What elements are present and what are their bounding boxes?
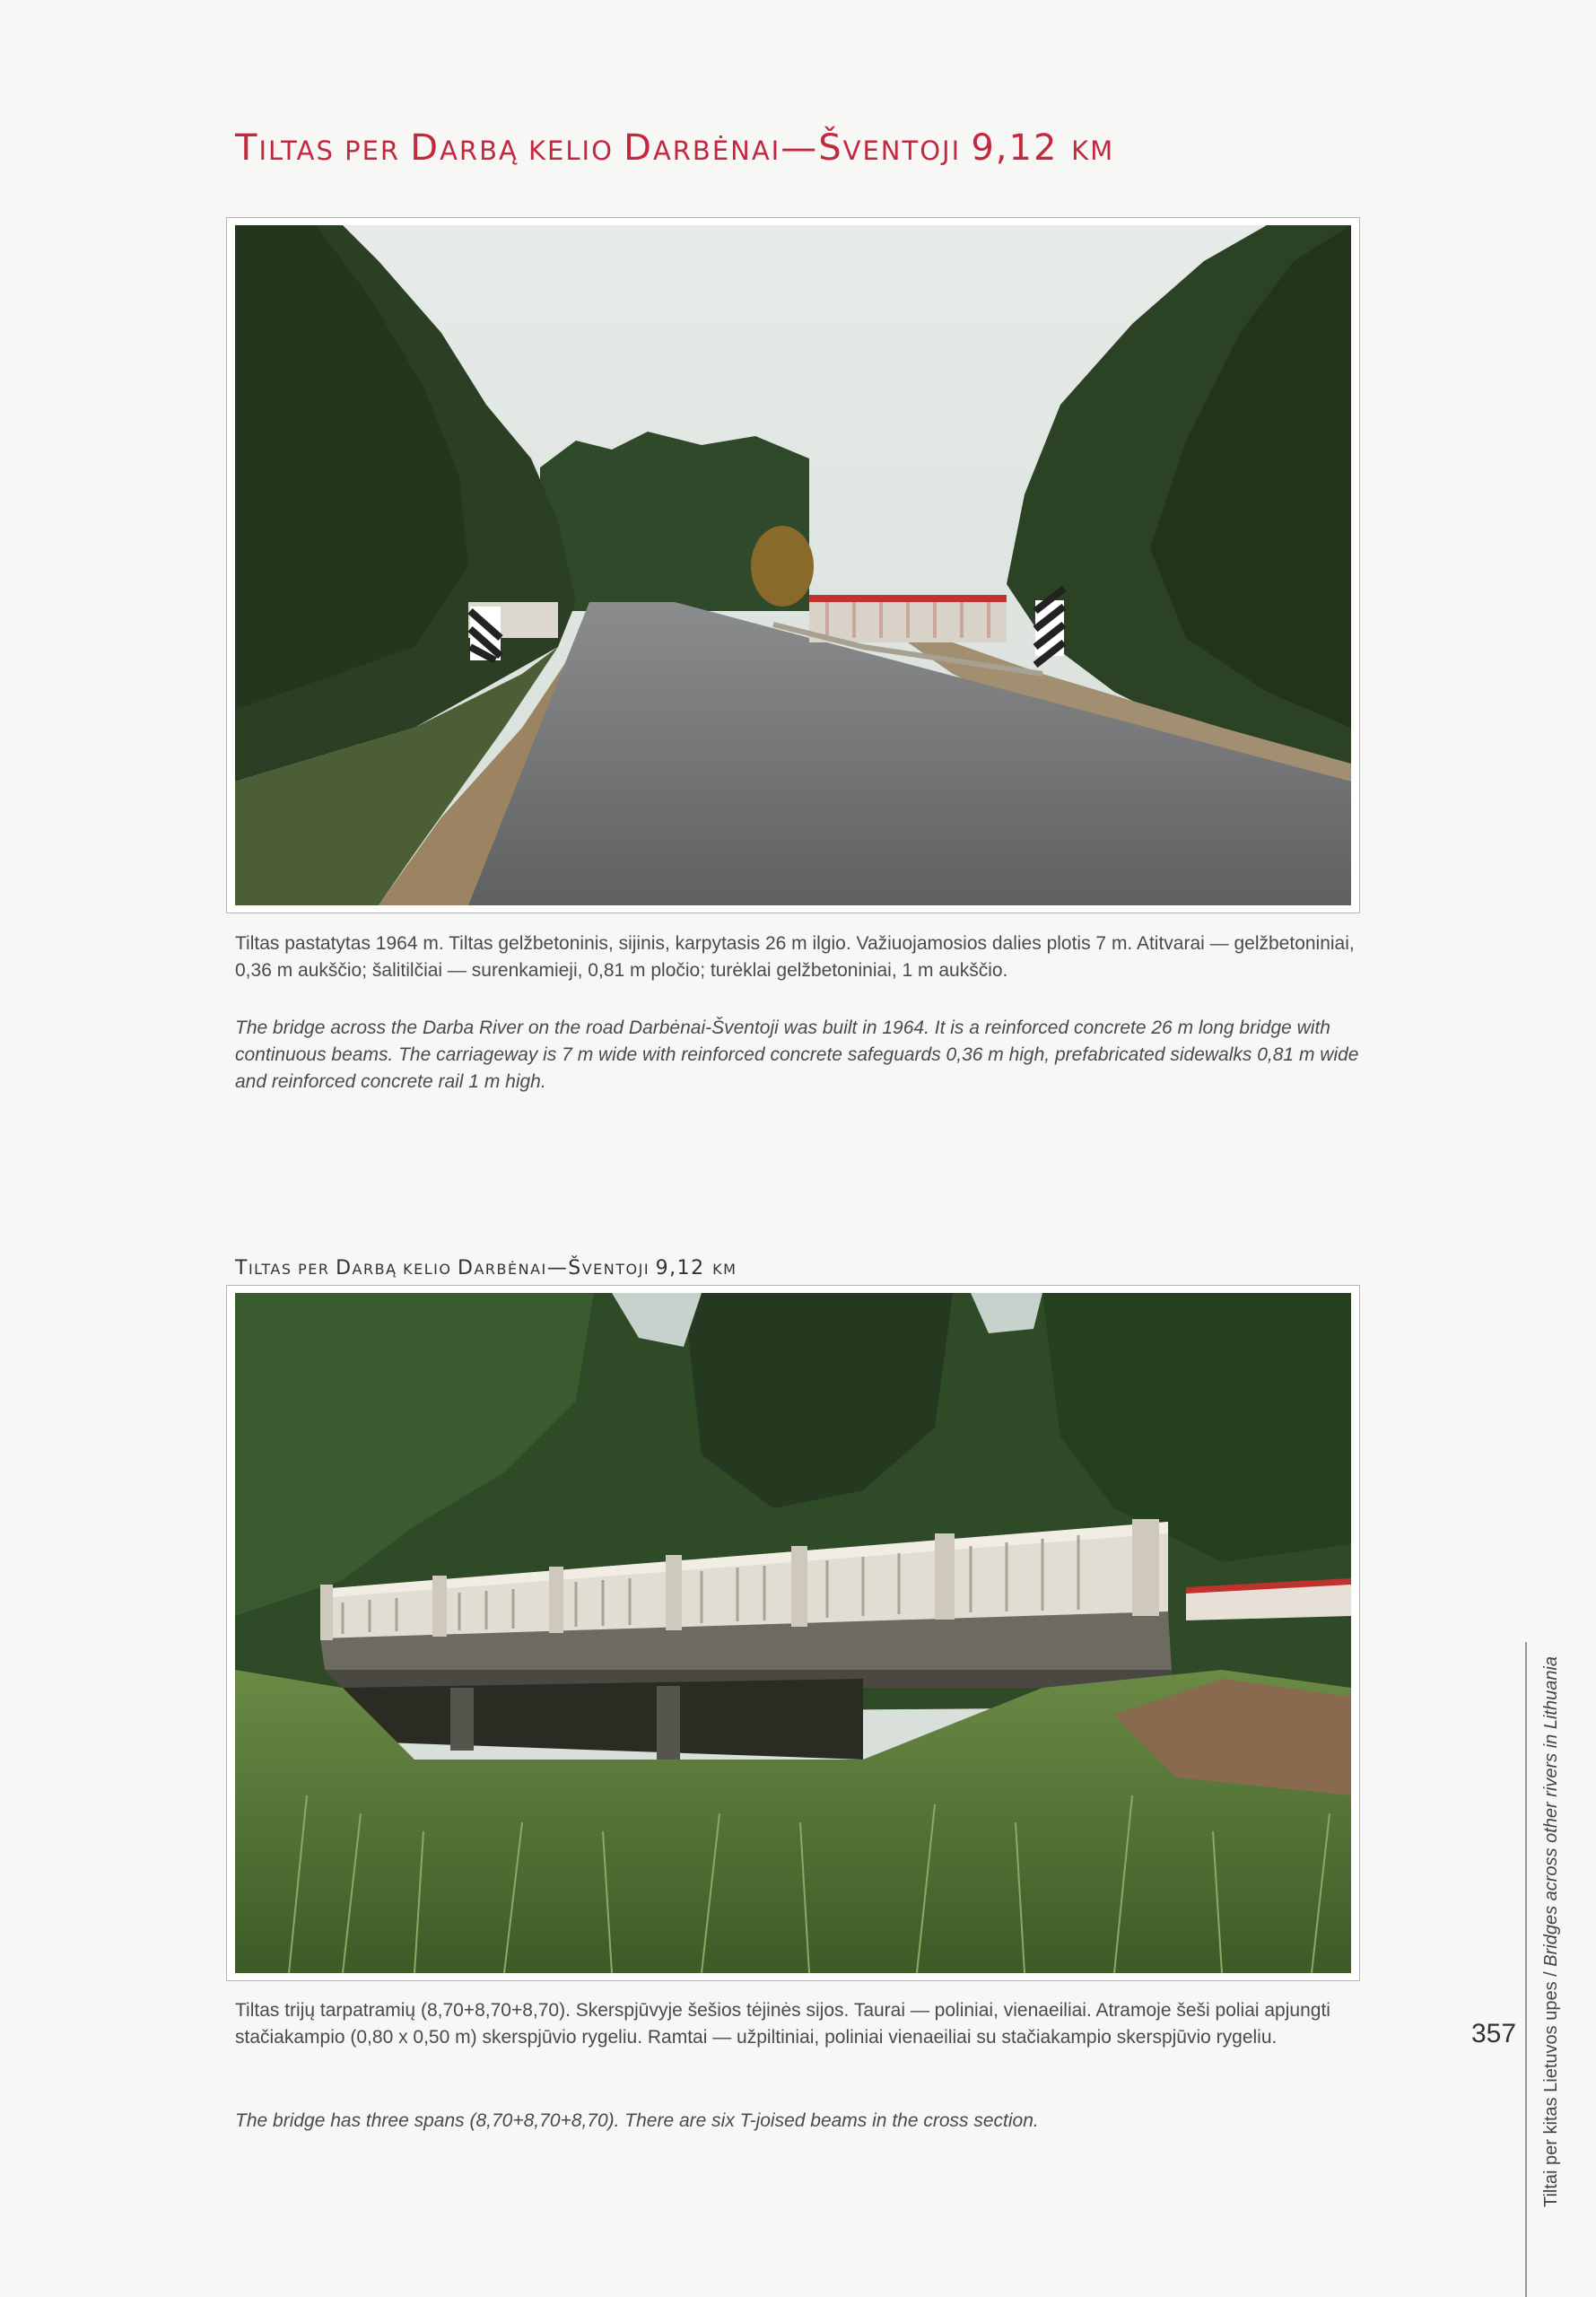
title-seg: VENTOJI: [842, 135, 972, 166]
subtitle-seg: 9,12: [655, 1257, 705, 1280]
bridge-side-image: [235, 1293, 1351, 1973]
bridge-road-image: [235, 225, 1351, 905]
subtitle-seg: ARBĖNAI: [474, 1261, 547, 1278]
title-seg: KM: [1071, 135, 1115, 166]
photo2-heading: [235, 1257, 737, 1280]
bridge-side-photo: [235, 1293, 1351, 1973]
title-seg: —: [781, 127, 819, 169]
subtitle-seg: D: [336, 1257, 353, 1280]
running-section-title: [1541, 1656, 1562, 2207]
running-title-en: Bridges across other rivers in Lithuania: [1541, 1655, 1561, 1967]
side-divider: [1525, 1642, 1527, 2297]
running-title-lt: Tiltai per kitas Lietuvos upes /: [1541, 1966, 1561, 2207]
subtitle-seg: Š: [568, 1257, 582, 1280]
title-seg: D: [624, 127, 653, 169]
title-seg: ILTAS PER: [258, 135, 411, 166]
title-seg: T: [235, 127, 259, 169]
title-seg: ARBĖNAI: [652, 135, 781, 166]
subtitle-seg: —: [546, 1257, 569, 1280]
subtitle-seg: ILTAS PER: [248, 1261, 336, 1278]
subtitle-seg: ARBĄ KELIO: [352, 1261, 458, 1278]
page-number: 357: [1471, 2019, 1517, 2048]
subtitle-seg: VENTOJI: [581, 1261, 656, 1278]
caption1-lt: Tiltas pastatytas 1964 m. Tiltas gelžbetoninis, sijinis, karpytasis 26 m ilgio. Važiuojamosios dalies plotis 7 m. Atitvarai — gelžbetoniniai, 0,36 m aukščio; šalitilčiai — surenkamieji, 0,81 m pločio; turėklai gelžbetoniniai, 1 m aukščio.: [235, 933, 1355, 981]
caption1-en: The bridge across the Darba River on the road Darbėnai-Šventoji was built in 1964. It is a reinforced concrete 26 m long bridge with continuous beams. The carriageway is 7 m wide with reinforced concrete safeguards 0,36 m high, prefabricated sidewalks 0,81 m wide and reinforced concrete rail 1 m high.: [235, 1017, 1359, 1092]
title-seg: Š: [818, 127, 843, 169]
title-seg: ARBĄ KELIO: [440, 135, 624, 166]
title-seg: 9,12: [971, 127, 1059, 169]
title-seg: D: [410, 127, 440, 169]
subtitle-seg: D: [458, 1257, 475, 1280]
subtitle-seg: T: [235, 1257, 249, 1280]
bridge-road-photo: [235, 225, 1351, 905]
caption2-en: The bridge has three spans (8,70+8,70+8,70). There are six T-joised beams in the cross section.: [235, 2110, 1039, 2131]
page-title: [235, 127, 1114, 169]
caption2-lt: Tiltas trijų tarpatramių (8,70+8,70+8,70). Skerspjūvyje šešios tėjinės sijos. Taurai — poliniai, vienaeiliai. Atramoje šeši poliai apjungti stačiakampio (0,80 x 0,50 m) skerspjūvio rygeliu. Ramtai — užpiltiniai, poliniai vienaeiliai su stačiakampio skerspjūvio rygeliu.: [235, 2000, 1330, 2048]
subtitle-seg: KM: [712, 1261, 737, 1278]
